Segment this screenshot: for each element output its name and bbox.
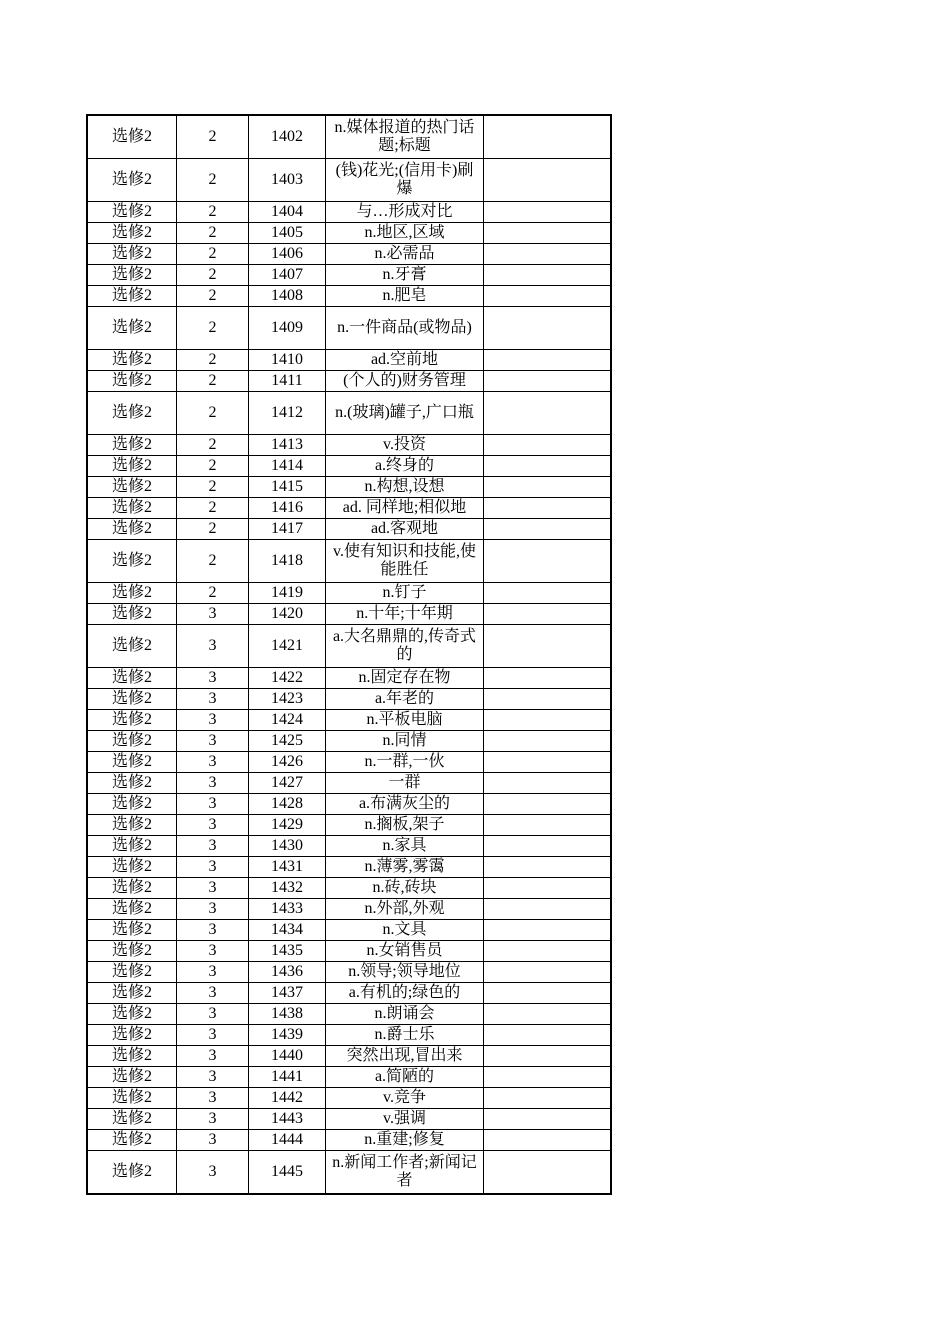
meaning-cell: (钱)花光;(信用卡)刷爆 xyxy=(326,159,484,202)
table-body xyxy=(87,115,611,1194)
unit-cell: 3 xyxy=(177,1025,249,1046)
word-number-cell: 1433 xyxy=(249,899,326,920)
unit-cell: 2 xyxy=(177,350,249,371)
meaning-cell: (个人的)财务管理 xyxy=(326,371,484,392)
module-cell: 选修2 xyxy=(87,1025,177,1046)
word-cell xyxy=(484,857,612,878)
meaning-cell: n.同情 xyxy=(326,731,484,752)
unit-cell: 3 xyxy=(177,920,249,941)
word-number-cell: 1417 xyxy=(249,519,326,540)
unit-cell: 3 xyxy=(177,1088,249,1109)
module-cell: 选修2 xyxy=(87,710,177,731)
unit-cell: 2 xyxy=(177,159,249,202)
table-row xyxy=(87,286,611,307)
meaning-cell: n.砖,砖块 xyxy=(326,878,484,899)
module-cell: 选修2 xyxy=(87,1151,177,1195)
table-row xyxy=(87,983,611,1004)
word-cell xyxy=(484,731,612,752)
module-cell: 选修2 xyxy=(87,286,177,307)
unit-cell: 3 xyxy=(177,731,249,752)
meaning-cell: 一群 xyxy=(326,773,484,794)
table-row xyxy=(87,604,611,625)
meaning-cell: a.简陋的 xyxy=(326,1067,484,1088)
module-cell: 选修2 xyxy=(87,920,177,941)
module-cell: 选修2 xyxy=(87,1004,177,1025)
unit-cell: 3 xyxy=(177,1151,249,1195)
table-row xyxy=(87,307,611,350)
unit-cell: 3 xyxy=(177,983,249,1004)
word-cell xyxy=(484,625,612,668)
module-cell: 选修2 xyxy=(87,983,177,1004)
word-cell xyxy=(484,583,612,604)
module-cell: 选修2 xyxy=(87,583,177,604)
table-row xyxy=(87,1151,611,1195)
table-row xyxy=(87,371,611,392)
word-number-cell: 1432 xyxy=(249,878,326,899)
word-cell xyxy=(484,498,612,519)
unit-cell: 3 xyxy=(177,689,249,710)
module-cell: 选修2 xyxy=(87,899,177,920)
unit-cell: 2 xyxy=(177,392,249,435)
unit-cell: 2 xyxy=(177,244,249,265)
table-row xyxy=(87,899,611,920)
word-cell xyxy=(484,244,612,265)
unit-cell: 3 xyxy=(177,1046,249,1067)
word-cell xyxy=(484,794,612,815)
meaning-cell: n.重建;修复 xyxy=(326,1130,484,1151)
unit-cell: 2 xyxy=(177,115,249,159)
word-cell xyxy=(484,307,612,350)
module-cell: 选修2 xyxy=(87,307,177,350)
word-cell xyxy=(484,435,612,456)
unit-cell: 2 xyxy=(177,371,249,392)
word-cell xyxy=(484,962,612,983)
module-cell: 选修2 xyxy=(87,498,177,519)
table-row xyxy=(87,668,611,689)
word-number-cell: 1404 xyxy=(249,202,326,223)
word-number-cell: 1436 xyxy=(249,962,326,983)
module-cell: 选修2 xyxy=(87,223,177,244)
word-number-cell: 1430 xyxy=(249,836,326,857)
table-row xyxy=(87,223,611,244)
word-cell xyxy=(484,115,612,159)
meaning-cell: n.搁板,架子 xyxy=(326,815,484,836)
word-number-cell: 1431 xyxy=(249,857,326,878)
module-cell: 选修2 xyxy=(87,1046,177,1067)
meaning-cell: n.地区,区域 xyxy=(326,223,484,244)
word-number-cell: 1440 xyxy=(249,1046,326,1067)
unit-cell: 2 xyxy=(177,307,249,350)
meaning-cell: n.薄雾,雾霭 xyxy=(326,857,484,878)
table-row xyxy=(87,456,611,477)
meaning-cell: n.文具 xyxy=(326,920,484,941)
unit-cell: 3 xyxy=(177,857,249,878)
word-cell xyxy=(484,1004,612,1025)
word-cell xyxy=(484,1088,612,1109)
meaning-cell: v.强调 xyxy=(326,1109,484,1130)
word-number-cell: 1422 xyxy=(249,668,326,689)
word-number-cell: 1415 xyxy=(249,477,326,498)
word-cell xyxy=(484,392,612,435)
table-row xyxy=(87,583,611,604)
word-number-cell: 1410 xyxy=(249,350,326,371)
vocabulary-table xyxy=(86,114,612,1195)
unit-cell: 3 xyxy=(177,710,249,731)
unit-cell: 3 xyxy=(177,1067,249,1088)
word-number-cell: 1428 xyxy=(249,794,326,815)
unit-cell: 3 xyxy=(177,815,249,836)
word-number-cell: 1444 xyxy=(249,1130,326,1151)
word-cell xyxy=(484,689,612,710)
table-row xyxy=(87,498,611,519)
table-row xyxy=(87,350,611,371)
unit-cell: 2 xyxy=(177,223,249,244)
unit-cell: 2 xyxy=(177,265,249,286)
module-cell: 选修2 xyxy=(87,857,177,878)
word-cell xyxy=(484,350,612,371)
word-number-cell: 1421 xyxy=(249,625,326,668)
unit-cell: 3 xyxy=(177,899,249,920)
word-cell xyxy=(484,878,612,899)
word-cell xyxy=(484,604,612,625)
word-number-cell: 1437 xyxy=(249,983,326,1004)
meaning-cell: n.一群,一伙 xyxy=(326,752,484,773)
word-number-cell: 1416 xyxy=(249,498,326,519)
module-cell: 选修2 xyxy=(87,1067,177,1088)
word-cell xyxy=(484,540,612,583)
table-row xyxy=(87,1025,611,1046)
word-number-cell: 1406 xyxy=(249,244,326,265)
meaning-cell: n.外部,外观 xyxy=(326,899,484,920)
table-row xyxy=(87,773,611,794)
word-number-cell: 1423 xyxy=(249,689,326,710)
unit-cell: 3 xyxy=(177,836,249,857)
meaning-cell: n.(玻璃)罐子,广口瓶 xyxy=(326,392,484,435)
table-row xyxy=(87,815,611,836)
word-number-cell: 1420 xyxy=(249,604,326,625)
module-cell: 选修2 xyxy=(87,350,177,371)
meaning-cell: n.爵士乐 xyxy=(326,1025,484,1046)
table-row xyxy=(87,836,611,857)
meaning-cell: ad.客观地 xyxy=(326,519,484,540)
word-number-cell: 1439 xyxy=(249,1025,326,1046)
table-row xyxy=(87,878,611,899)
meaning-cell: n.牙膏 xyxy=(326,265,484,286)
word-number-cell: 1443 xyxy=(249,1109,326,1130)
module-cell: 选修2 xyxy=(87,962,177,983)
module-cell: 选修2 xyxy=(87,477,177,498)
word-number-cell: 1427 xyxy=(249,773,326,794)
meaning-cell: a.布满灰尘的 xyxy=(326,794,484,815)
meaning-cell: n.必需品 xyxy=(326,244,484,265)
table-row xyxy=(87,202,611,223)
word-cell xyxy=(484,920,612,941)
word-number-cell: 1411 xyxy=(249,371,326,392)
unit-cell: 3 xyxy=(177,1109,249,1130)
module-cell: 选修2 xyxy=(87,815,177,836)
word-number-cell: 1409 xyxy=(249,307,326,350)
meaning-cell: n.构想,设想 xyxy=(326,477,484,498)
table-row xyxy=(87,752,611,773)
table-row xyxy=(87,794,611,815)
word-cell xyxy=(484,815,612,836)
table-row xyxy=(87,710,611,731)
meaning-cell: n.领导;领导地位 xyxy=(326,962,484,983)
meaning-cell: n.一件商品(或物品) xyxy=(326,307,484,350)
meaning-cell: n.女销售员 xyxy=(326,941,484,962)
table-row xyxy=(87,392,611,435)
word-number-cell: 1429 xyxy=(249,815,326,836)
unit-cell: 2 xyxy=(177,435,249,456)
module-cell: 选修2 xyxy=(87,794,177,815)
table-row xyxy=(87,1130,611,1151)
meaning-cell: n.平板电脑 xyxy=(326,710,484,731)
unit-cell: 3 xyxy=(177,773,249,794)
meaning-cell: a.有机的;绿色的 xyxy=(326,983,484,1004)
table-row xyxy=(87,540,611,583)
meaning-cell: n.朗诵会 xyxy=(326,1004,484,1025)
module-cell: 选修2 xyxy=(87,371,177,392)
word-number-cell: 1442 xyxy=(249,1088,326,1109)
table-row xyxy=(87,1067,611,1088)
meaning-cell: n.新闻工作者;新闻记者 xyxy=(326,1151,484,1195)
module-cell: 选修2 xyxy=(87,731,177,752)
word-cell xyxy=(484,519,612,540)
table-row xyxy=(87,265,611,286)
module-cell: 选修2 xyxy=(87,456,177,477)
unit-cell: 2 xyxy=(177,540,249,583)
unit-cell: 3 xyxy=(177,604,249,625)
unit-cell: 2 xyxy=(177,498,249,519)
table-row xyxy=(87,1109,611,1130)
word-number-cell: 1419 xyxy=(249,583,326,604)
table-row xyxy=(87,920,611,941)
word-number-cell: 1402 xyxy=(249,115,326,159)
word-cell xyxy=(484,1130,612,1151)
word-cell xyxy=(484,1046,612,1067)
unit-cell: 3 xyxy=(177,941,249,962)
table-row xyxy=(87,435,611,456)
module-cell: 选修2 xyxy=(87,604,177,625)
unit-cell: 2 xyxy=(177,519,249,540)
table-row xyxy=(87,857,611,878)
word-number-cell: 1434 xyxy=(249,920,326,941)
module-cell: 选修2 xyxy=(87,878,177,899)
word-number-cell: 1441 xyxy=(249,1067,326,1088)
unit-cell: 2 xyxy=(177,477,249,498)
module-cell: 选修2 xyxy=(87,519,177,540)
module-cell: 选修2 xyxy=(87,1130,177,1151)
word-cell xyxy=(484,836,612,857)
unit-cell: 3 xyxy=(177,752,249,773)
table-row xyxy=(87,477,611,498)
word-number-cell: 1414 xyxy=(249,456,326,477)
module-cell: 选修2 xyxy=(87,115,177,159)
word-number-cell: 1435 xyxy=(249,941,326,962)
module-cell: 选修2 xyxy=(87,1109,177,1130)
word-cell xyxy=(484,899,612,920)
word-cell xyxy=(484,477,612,498)
module-cell: 选修2 xyxy=(87,625,177,668)
word-cell xyxy=(484,668,612,689)
module-cell: 选修2 xyxy=(87,773,177,794)
word-number-cell: 1445 xyxy=(249,1151,326,1195)
meaning-cell: n.肥皂 xyxy=(326,286,484,307)
unit-cell: 3 xyxy=(177,962,249,983)
word-number-cell: 1412 xyxy=(249,392,326,435)
word-cell xyxy=(484,265,612,286)
word-cell xyxy=(484,752,612,773)
table-row xyxy=(87,689,611,710)
meaning-cell: 突然出现,冒出来 xyxy=(326,1046,484,1067)
module-cell: 选修2 xyxy=(87,435,177,456)
unit-cell: 3 xyxy=(177,878,249,899)
module-cell: 选修2 xyxy=(87,202,177,223)
word-cell xyxy=(484,1151,612,1195)
word-cell xyxy=(484,983,612,1004)
word-number-cell: 1408 xyxy=(249,286,326,307)
meaning-cell: v.竞争 xyxy=(326,1088,484,1109)
meaning-cell: a.年老的 xyxy=(326,689,484,710)
meaning-cell: n.媒体报道的热门话题;标题 xyxy=(326,115,484,159)
word-cell xyxy=(484,773,612,794)
unit-cell: 3 xyxy=(177,668,249,689)
table-row xyxy=(87,962,611,983)
module-cell: 选修2 xyxy=(87,159,177,202)
table-row xyxy=(87,244,611,265)
unit-cell: 2 xyxy=(177,286,249,307)
word-number-cell: 1405 xyxy=(249,223,326,244)
word-cell xyxy=(484,202,612,223)
word-cell xyxy=(484,710,612,731)
word-number-cell: 1407 xyxy=(249,265,326,286)
meaning-cell: n.固定存在物 xyxy=(326,668,484,689)
word-cell xyxy=(484,456,612,477)
word-number-cell: 1424 xyxy=(249,710,326,731)
word-number-cell: 1403 xyxy=(249,159,326,202)
word-number-cell: 1438 xyxy=(249,1004,326,1025)
module-cell: 选修2 xyxy=(87,941,177,962)
meaning-cell: n.钉子 xyxy=(326,583,484,604)
word-cell xyxy=(484,159,612,202)
module-cell: 选修2 xyxy=(87,1088,177,1109)
word-number-cell: 1426 xyxy=(249,752,326,773)
meaning-cell: ad. 同样地;相似地 xyxy=(326,498,484,519)
module-cell: 选修2 xyxy=(87,689,177,710)
meaning-cell: v.使有知识和技能,使能胜任 xyxy=(326,540,484,583)
module-cell: 选修2 xyxy=(87,265,177,286)
meaning-cell: n.十年;十年期 xyxy=(326,604,484,625)
word-cell xyxy=(484,223,612,244)
unit-cell: 2 xyxy=(177,202,249,223)
table-row xyxy=(87,1004,611,1025)
word-number-cell: 1413 xyxy=(249,435,326,456)
meaning-cell: a.大名鼎鼎的,传奇式的 xyxy=(326,625,484,668)
unit-cell: 2 xyxy=(177,583,249,604)
table-row xyxy=(87,731,611,752)
module-cell: 选修2 xyxy=(87,392,177,435)
word-cell xyxy=(484,941,612,962)
module-cell: 选修2 xyxy=(87,540,177,583)
module-cell: 选修2 xyxy=(87,668,177,689)
table-row xyxy=(87,1088,611,1109)
word-cell xyxy=(484,371,612,392)
unit-cell: 3 xyxy=(177,1004,249,1025)
unit-cell: 2 xyxy=(177,456,249,477)
table-row xyxy=(87,519,611,540)
word-cell xyxy=(484,1109,612,1130)
module-cell: 选修2 xyxy=(87,752,177,773)
module-cell: 选修2 xyxy=(87,836,177,857)
table-row xyxy=(87,159,611,202)
unit-cell: 3 xyxy=(177,625,249,668)
unit-cell: 3 xyxy=(177,794,249,815)
word-number-cell: 1425 xyxy=(249,731,326,752)
unit-cell: 3 xyxy=(177,1130,249,1151)
meaning-cell: v.投资 xyxy=(326,435,484,456)
meaning-cell: ad.空前地 xyxy=(326,350,484,371)
table-row xyxy=(87,1046,611,1067)
word-cell xyxy=(484,1025,612,1046)
module-cell: 选修2 xyxy=(87,244,177,265)
table-row xyxy=(87,625,611,668)
word-number-cell: 1418 xyxy=(249,540,326,583)
word-cell xyxy=(484,1067,612,1088)
table-row xyxy=(87,941,611,962)
meaning-cell: 与…形成对比 xyxy=(326,202,484,223)
word-cell xyxy=(484,286,612,307)
meaning-cell: n.家具 xyxy=(326,836,484,857)
table-row xyxy=(87,115,611,159)
meaning-cell: a.终身的 xyxy=(326,456,484,477)
